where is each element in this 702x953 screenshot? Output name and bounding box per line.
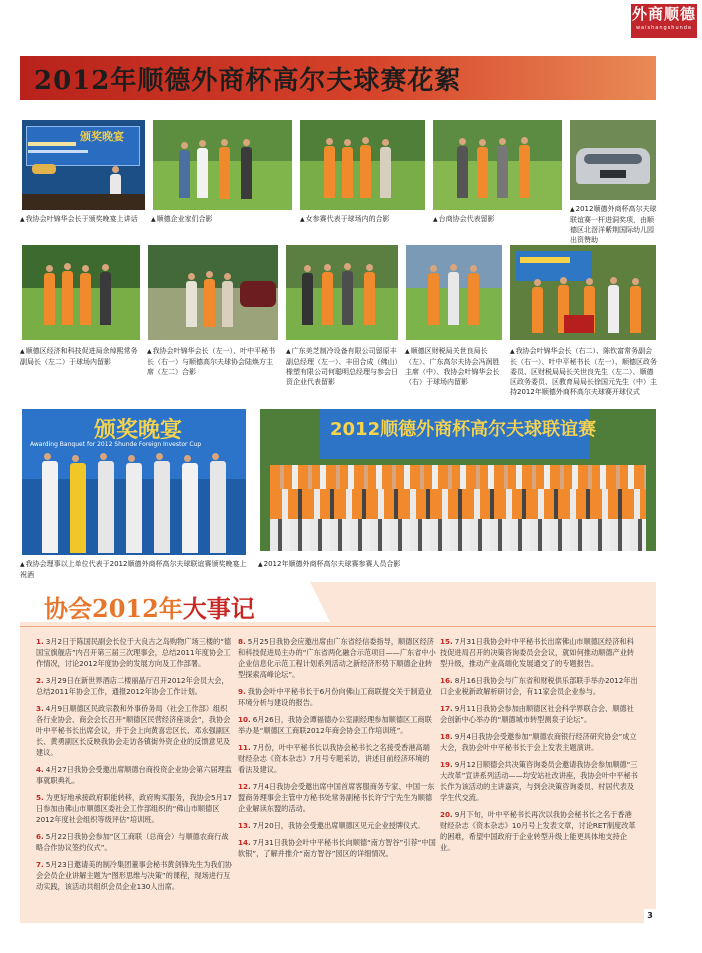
group-sign-title: 2012顺德外商杯高尔夫球联谊赛: [330, 419, 597, 440]
magazine-brand: [631, 4, 697, 38]
event-item: 7. 5月23日邀请美的制冷集团董事会秘书黄剑锋先生为我们协会会员企业讲解主题为“图形思维与决策”的课程，现场进行互动实践，该活动共组织会员企业130人出席。: [36, 860, 232, 891]
photo-banquet-toast: [22, 409, 246, 555]
banquet-sign-subtitle: Awarding Banquet for 2012 Shunde Foreign Investor Cup: [30, 441, 202, 448]
event-item: 17. 9月11日我协会参加由顺德区社会科学界联合会、顺德社会创新中心举办的“顺德城市转型测泉子论坛”。: [440, 704, 634, 724]
event-item: 11. 7月份，叶中平秘书长以我协会秘书长之名接受香港高端财经杂志《资本杂志》7月号专题采访，讲述目前经济环境的看法及建议。: [238, 743, 430, 774]
brand-title: 外商顺德: [631, 5, 696, 23]
event-item: 14. 7月31日我协会叶中平秘书长向顺德“南方智谷”引荐“中国软银”，了解并推介“南方智谷”园区的详细情况。: [238, 838, 436, 858]
photo-finance-bureau: [406, 245, 502, 340]
caption-award-speech: ▲我协会叶锦华会长于颁奖晚宴上讲话: [20, 215, 138, 223]
event-item: 16. 8月16日我协会与广东省和财税供乐部联手举办2012年出口企业税新政解析研讨会，有11家会员企业参与。: [440, 676, 638, 696]
event-item: 12. 7月4日我协会受邀出席中国首席客服商务专家、中国一东盟商务理事会主管中方秘书处常务副秘书长许宁宁先生为顺德企业解读东盟的活动。: [238, 782, 435, 813]
event-item: 10. 6月26日，我协会谭福德办公室副经理参加顺德区工商联举办是“顺德区工商联2012年商会协会工作培训班”。: [238, 715, 432, 735]
photo-bureau-deputy: [22, 245, 140, 340]
caption-group-all-players: ▲2012年顺德外商杯高尔夫球赛参赛人员合影: [258, 560, 401, 568]
event-item: 5. 为更好地承接政府职能转移，政府购买服务，我协会5月17日参加由佛山市顺德区委社会工作部组织的“佛山市顺德区2012年度社会组织等级评估”培训班。: [36, 793, 232, 824]
event-item: 13. 7月20日，我协会受邀出席顺德区见元企业授牌仪式。: [238, 821, 425, 830]
caption-finance-bureau: ▲顺德区财税局关世良局长（左）、广东高尔夫协会冯润胜主席（中）、我协会叶锦华会长（右）于球场内留影: [405, 347, 500, 386]
banner-title: 2012年顺德外商杯高尔夫球赛花絮: [34, 66, 462, 96]
event-item: 20. 9月下旬，叶中平秘书长再次以我协会秘书长之名于香港财经杂志《资本杂志》10月号上发表文章，讨论RET制度改革的困难，希望中国政府于企业转型升级上能更具体地支持企业。: [440, 810, 636, 852]
event-item: 8. 5月25日我协会应邀出席由广东省经信委指导，顺德区经济和科技促进局主办的“广东省两化融合示范项目——广东省中小企业信息化示范工程计划系列活动之新经济形势下顺德企业转型探索高峰论坛”。: [238, 637, 436, 679]
photo-sign-title: 颁奖晚宴: [80, 130, 124, 143]
caption-entrepreneurs: ▲顺德企业家们合影: [151, 215, 213, 223]
event-item: 18. 9月4日我协会受邀参加“顺德农商银行经济研究协会”成立大会，我协会叶中平秘书长于会上发表主题演讲。: [440, 732, 637, 752]
photo-female-players: [300, 120, 425, 210]
caption-hole-in-one: ▲2012顺德外商杯高尔夫球联谊赛一杆进洞奖项，由顺德区北滘洋紫荆国际幼儿园出资赞助: [570, 205, 657, 244]
caption-chairman-group: ▲我协会叶锦华会长（左一）、叶中平秘书长（右一）与顺德高尔夫球协会陆焕方主席（左二）合影: [147, 347, 276, 376]
events-divider: [20, 626, 656, 627]
section-banner: [20, 56, 656, 100]
caption-bureau-deputy: ▲顺德区经济和科技促进局余绰熙常务副局长（左二）于球场内留影: [20, 347, 138, 366]
caption-japanese-enterprises: ▲广东美芝制冷设备有限公司留原丰副总经理（左一）、丰田合成（佛山）橡塑有限公司何聪明总经理与参会日资企业代表留影: [286, 347, 398, 386]
photo-chairman-group: [148, 245, 278, 340]
event-item: 2. 3月29日在新世界酒店二楼丽晶厅召开2012年会员大会，总结2011年协会工作，通报2012年协会工作计划。: [36, 676, 229, 696]
event-item: 9. 我协会叶中平秘书长于6月份向佛山工商联提交关于制造业环境分析与建设的报告。: [238, 687, 432, 707]
event-item: 19. 9月12日顺德会共决策咨询委员会邀请我协会参加顺德“三大改革”宣讲系列活动——均安站社改讲座，我协会叶中平秘书长作为该活动的主讲嘉宾，与到会决策咨询委员、村居代表及学生代交流。: [440, 760, 638, 802]
event-item: 3. 4月9日顺德区民政宗教和外事侨务局（社会工作部）组织各行业协会、商会会长召开“顺德区民营经济座谈会”，我协会叶中平秘书长出席会议，并于会上向黄喜忠区长、邓永强副区长、黄勇副区长反映我协会走访各镇街外资企业的反馈意见及建议。: [36, 704, 231, 757]
caption-female-players: ▲女参赛代表于球场内的合影: [300, 215, 390, 223]
events-column-1: [36, 636, 234, 898]
banquet-sign-title: 颁奖晚宴: [94, 418, 183, 443]
photo-hole-in-one-car: [570, 120, 656, 200]
photo-award-speech: [22, 120, 145, 210]
event-item: 6. 5月22日我协会参加“区工商联（总商会）与顺德农商行战略合作协议签约仪式”。: [36, 832, 229, 852]
event-item: 4. 4月27日我协会受邀出席顺德台商投资企业协会第六届理监事就职典礼。: [36, 765, 232, 785]
events-column-3: [440, 636, 638, 859]
caption-banquet-toast: ▲我协会理事以上单位代表于2012顺德外商杯高尔夫球联谊赛颁奖晚宴上祝酒: [20, 560, 247, 579]
page-number: 3: [644, 909, 656, 923]
caption-taiwan-delegates: ▲台商协会代表留影: [433, 215, 495, 223]
photo-taiwan-delegates: [433, 120, 562, 210]
photo-group-all-players: [260, 409, 656, 551]
photo-opening-ceremony: [510, 245, 656, 340]
events-title: 协会2012年大事记: [44, 594, 255, 623]
event-item: 1. 3月2日于陈国民副会长位于大良古之岛购物广场三楼的“德国宝旗舰店”内召开第三届三次理事会，总结2011年度协会工作情况，讨论2012年度协会的发展方向及工作部署。: [36, 637, 232, 668]
photo-japanese-enterprises: [286, 245, 398, 340]
caption-opening-ceremony: ▲我协会叶锦华会长（右二）、陈钦富常务副会长（右一）、叶中平秘书长（左一）、顺德区政务委员、区财税局局长关世良先生（左二）、顺德区政务委员、区教育局局长徐国元先生（中）主持2012年顺德外商杯高尔夫球赛开球仪式: [510, 347, 657, 396]
event-item: 15. 7月31日我协会叶中平秘书长出席佛山市顺德区经济和科技促进局召开的决策咨询委员会会议，就如何推动顺德产业转型升级，推动产业高端化发展通交了的专题报告。: [440, 637, 635, 668]
events-header: [20, 582, 330, 622]
brand-subtitle: waishangshunde: [635, 25, 693, 31]
events-column-2: [238, 636, 436, 865]
photo-entrepreneurs: [153, 120, 292, 210]
